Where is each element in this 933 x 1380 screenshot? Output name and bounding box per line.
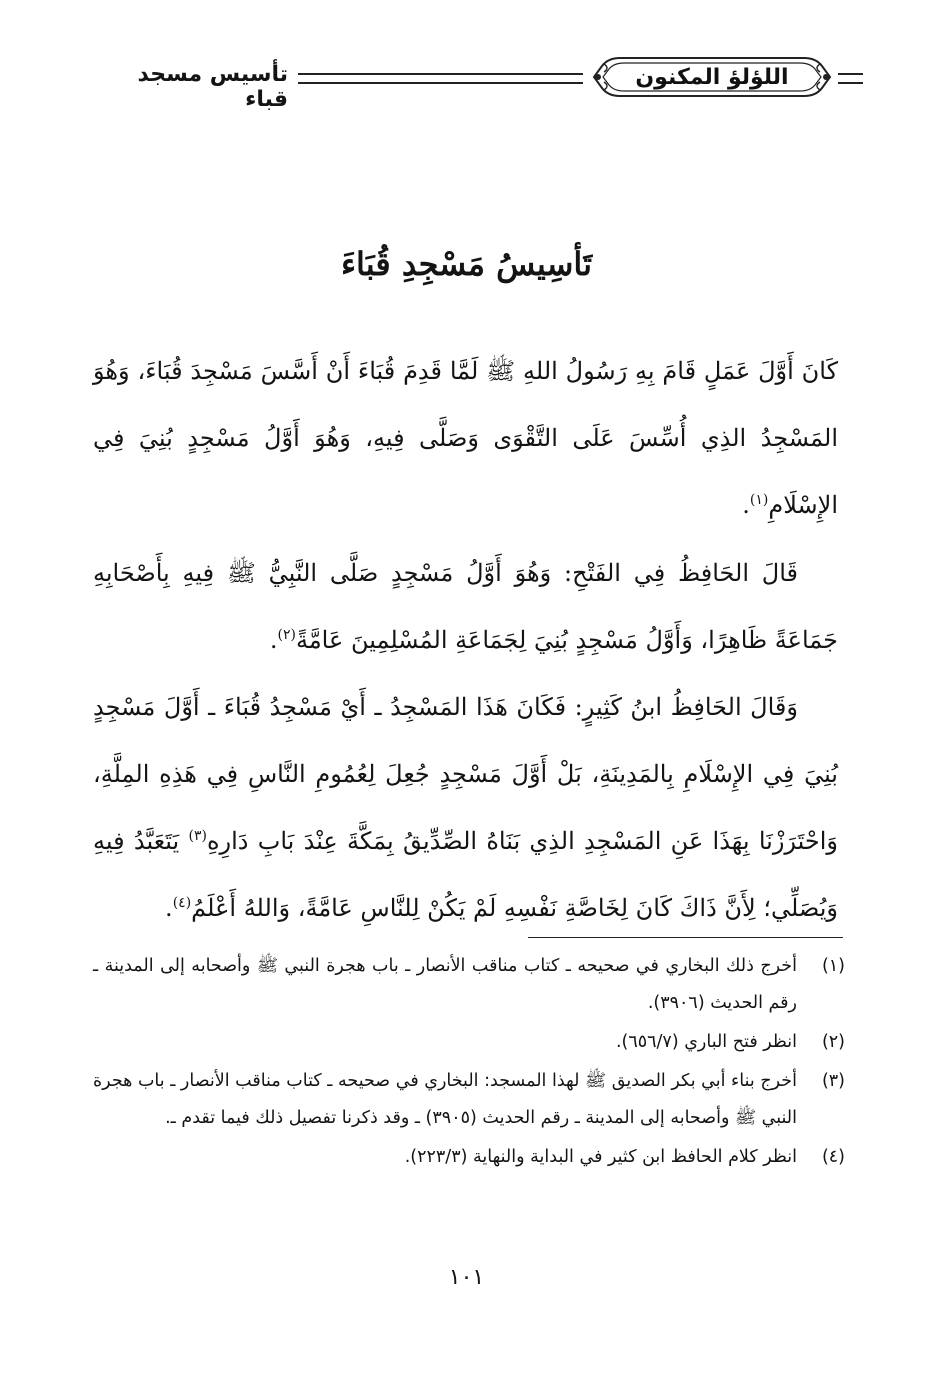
- page-number: ١٠١: [448, 1265, 485, 1290]
- paragraph-3: [93, 674, 838, 942]
- footnote-item: [93, 948, 845, 1022]
- header-rule-left: [298, 73, 583, 84]
- paragraph-text: كَانَ أَوَّلَ عَمَلٍ قَامَ بِهِ رَسُولُ اللهِ ﷺ لَمَّا قَدِمَ قُبَاءَ أَنْ أَسَّسَ مَسْجِدَ قُبَاءَ، وَهُوَ المَسْجِدُ الذِي أُسِّسَ عَلَى التَّقْوَى وَصَلَّى فِيهِ، وَهُوَ أَوَّلُ مَسْجِدٍ بُنِيَ فِي الإِسْلَامِ: [93, 357, 838, 519]
- footnote-text: أخرج ذلك البخاري في صحيحه ـ كتاب مناقب الأنصار ـ باب هجرة النبي ﷺ وأصحابه إلى المدينة ـ رقم الحديث (٣٩٠٦).: [93, 956, 797, 1013]
- footnote-text: انظر كلام الحافظ ابن كثير في البداية والنهاية (٢٢٣/٣).: [404, 1147, 797, 1167]
- footnotes: [93, 948, 845, 1178]
- footnote-number: (١): [821, 956, 845, 976]
- running-section-title: تأسيس مسجد قباء: [137, 62, 288, 112]
- paragraph-end: .: [742, 491, 750, 519]
- header-rule-right: [838, 73, 863, 84]
- book-title: اللؤلؤ المكنون: [635, 64, 789, 90]
- footnote-number: (٢): [821, 1032, 845, 1052]
- footnote-number: (٤): [821, 1147, 845, 1167]
- paragraph-end: .: [269, 626, 278, 654]
- footnote-ref: (٣): [188, 828, 207, 844]
- paragraph-text: وَقَالَ الحَافِظُ ابنُ كَثِيرٍ: فَكَانَ هَذَا المَسْجِدُ ـ أَيْ مَسْجِدُ قُبَاءَ ـ أَوَّلَ مَسْجِدٍ بُنِيَ فِي الإِسْلَامِ بِالمَدِينَةِ، بَلْ أَوَّلَ مَسْجِدٍ جُعِلَ لِعُمُومِ النَّاسِ فِي هَذِهِ المِلَّةِ، وَاحْتَرَزْنَا بِهَذَا عَنِ المَسْجِدِ الذِي بَنَاهُ الصِّدِّيقُ بِمَكَّةَ عِنْدَ بَابِ دَارِهِ: [93, 693, 838, 855]
- paragraph-1: [93, 338, 838, 539]
- paragraph-2: [93, 540, 838, 674]
- footnote-item: [93, 1024, 845, 1061]
- paragraph-text-continued: يَتَعَبَّدُ فِيهِ وَيُصَلِّي؛ لِأَنَّ ذَاكَ كَانَ لِخَاصَّةِ نَفْسِهِ لَمْ يَكُنْ لِلنَّاسِ عَامَّةً، وَاللهُ أَعْلَمُ: [93, 827, 838, 922]
- footnote-ref: (١): [749, 492, 769, 508]
- footnote-ref: (٢): [277, 627, 296, 643]
- footnote-text: أخرج بناء أبي بكر الصديق ﷺ لهذا المسجد: البخاري في صحيحه ـ كتاب مناقب الأنصار ـ باب هجرة النبي ﷺ وأصحابه إلى المدينة ـ رقم الحديث (٣٩٠٥) ـ وقد ذكرنا تفصيل ذلك فيما تقدم ـ.: [93, 1071, 797, 1128]
- footnote-number: (٣): [821, 1071, 845, 1091]
- chapter-title: تَأسِيسُ مَسْجِدِ قُبَاءَ: [340, 245, 593, 283]
- footnote-separator: [528, 937, 843, 938]
- footnote-item: [93, 1063, 845, 1137]
- paragraph-text: قَالَ الحَافِظُ فِي الفَتْحِ: وَهُوَ أَوَّلُ مَسْجِدٍ صَلَّى النَّبِيُّ ﷺ فِيهِ بِأَصْحَابِهِ جَمَاعَةً ظَاهِرًا، وَأَوَّلُ مَسْجِدٍ بُنِيَ لِجَمَاعَةِ المُسْلِمِينَ عَامَّةً: [93, 559, 838, 654]
- footnote-item: [93, 1139, 845, 1176]
- footnote-ref: (٤): [172, 895, 192, 911]
- book-title-cartouche: [590, 54, 834, 100]
- paragraph-end: .: [165, 894, 173, 922]
- footnote-text: انظر فتح الباري (٦٥٦/٧).: [615, 1032, 797, 1052]
